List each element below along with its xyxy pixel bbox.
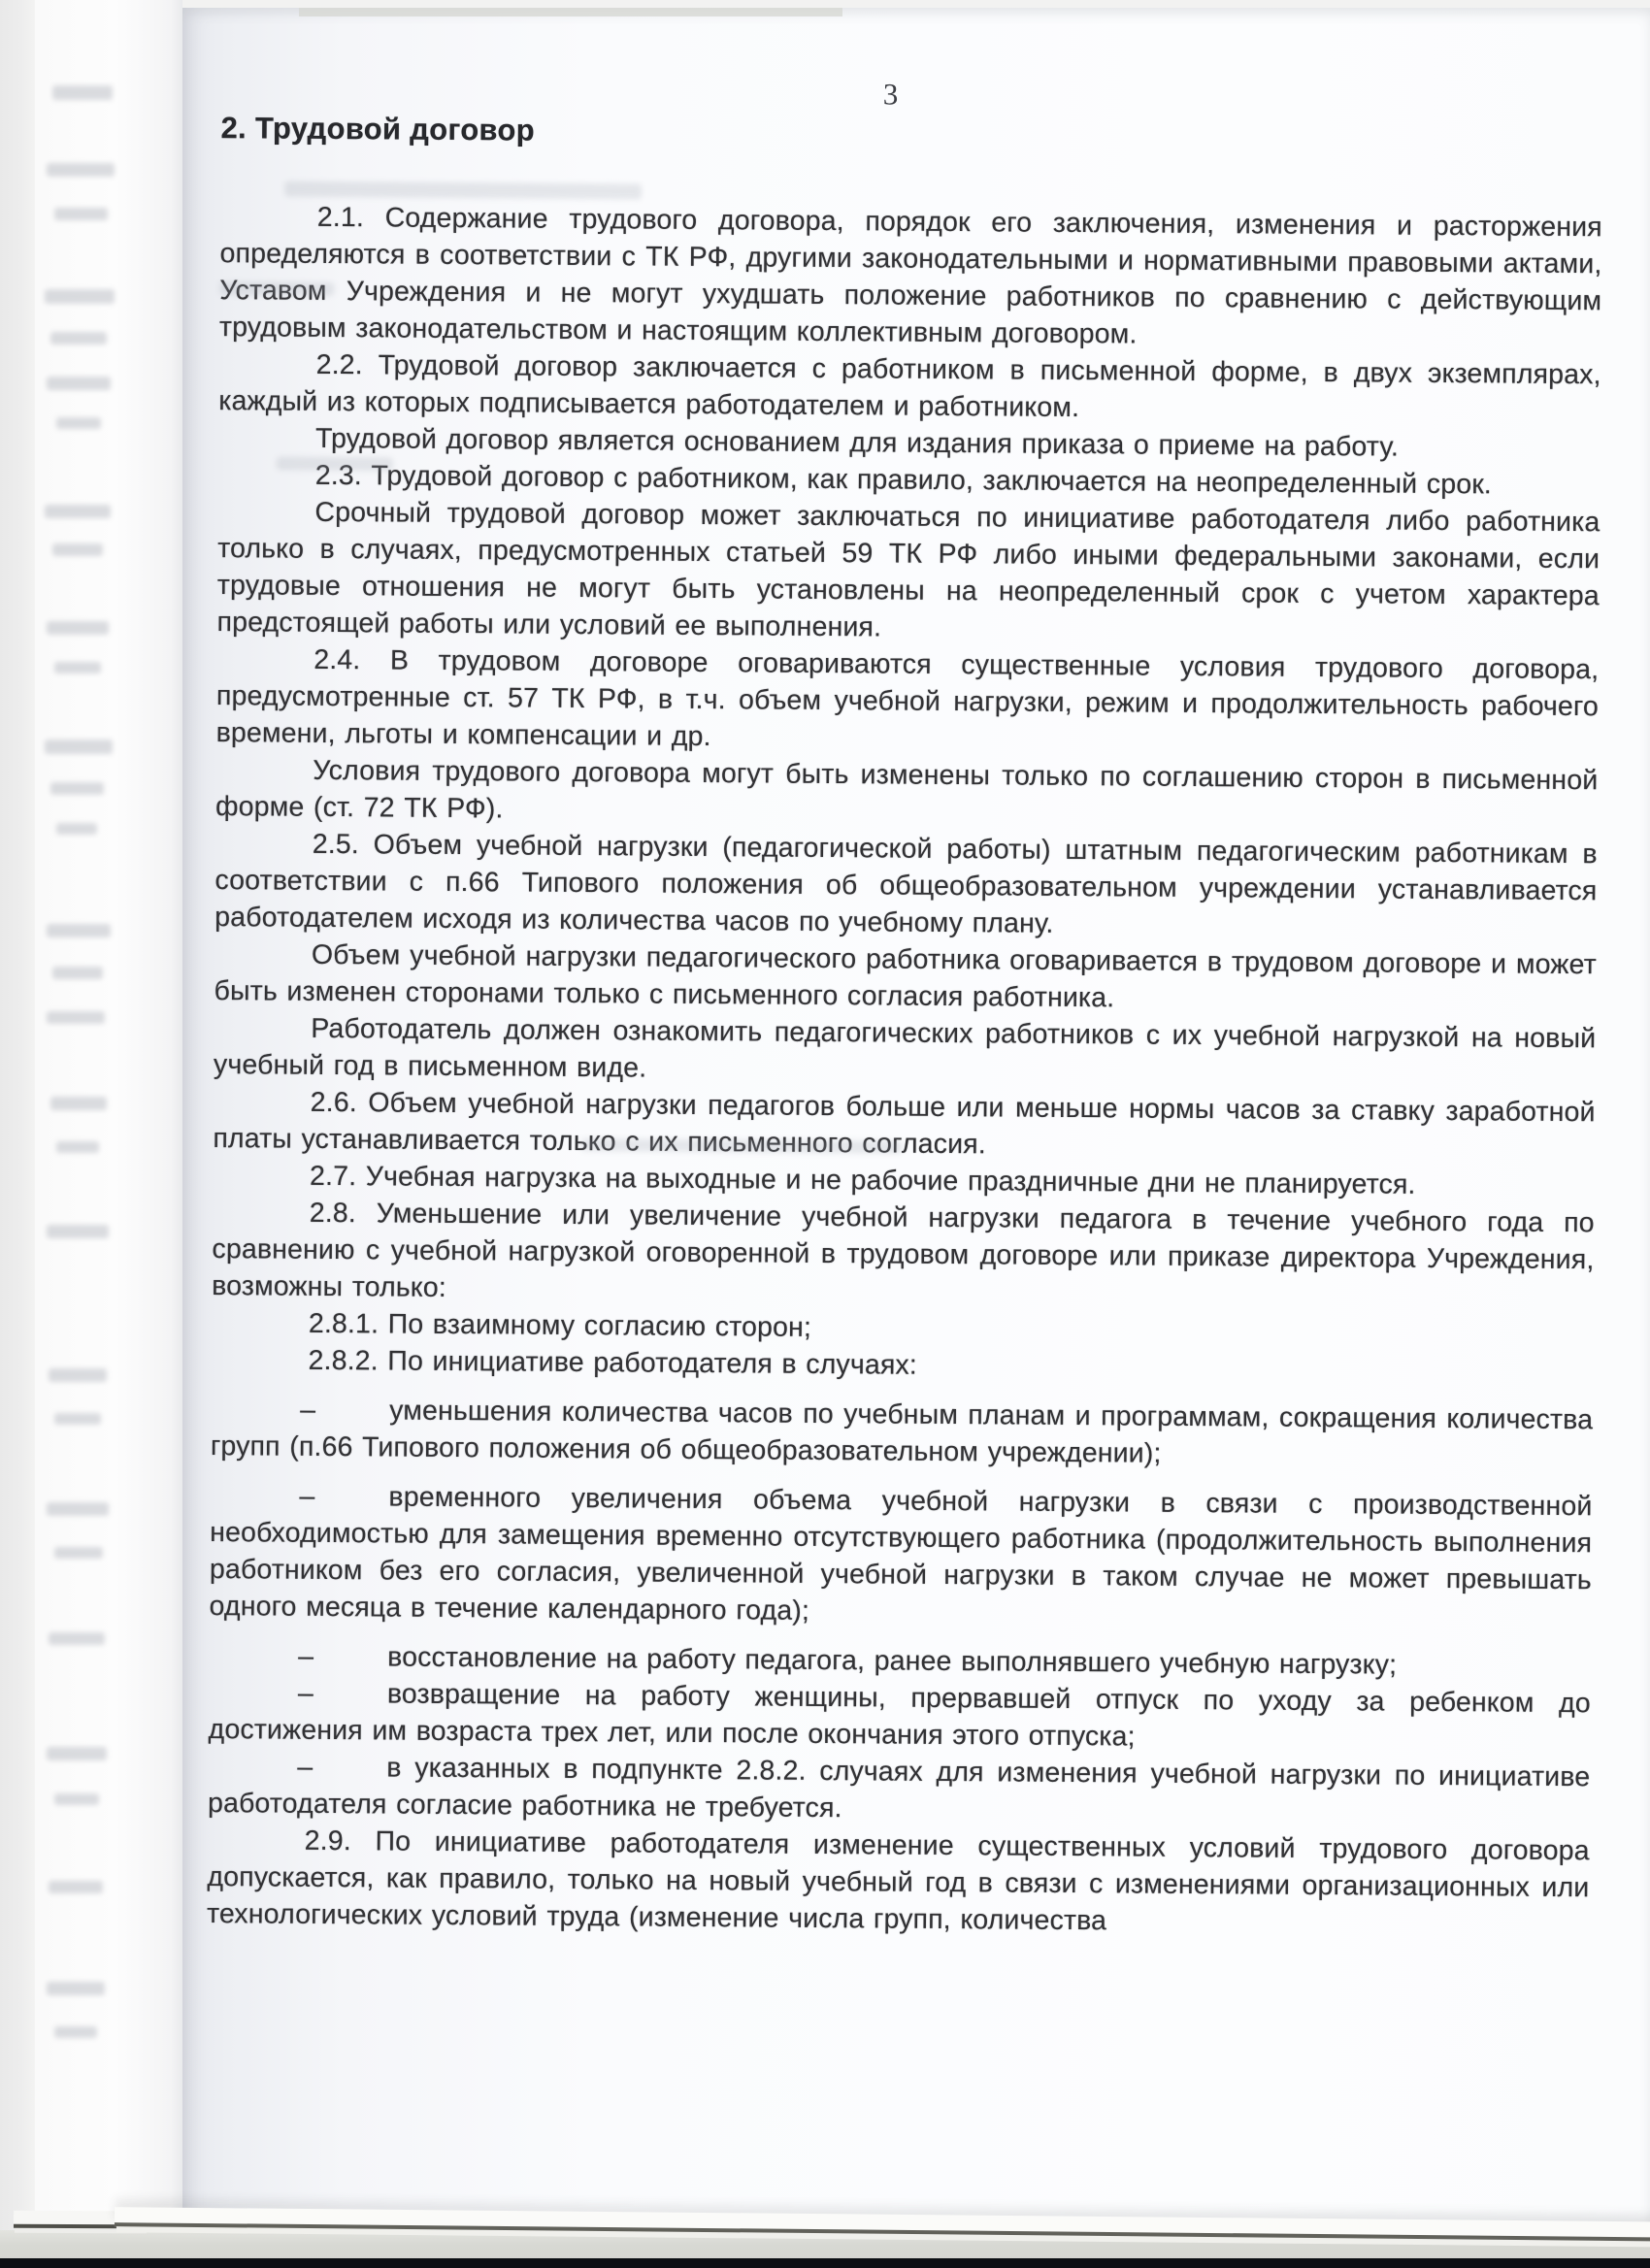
bleedthrough-mark (47, 163, 115, 177)
ghost-text-mark (219, 281, 334, 296)
document-paragraph: 2.8.1. По взаимному согласию сторон; (308, 1307, 812, 1343)
bleedthrough-mark (49, 1368, 107, 1382)
bleedthrough-mark (54, 662, 101, 674)
bleedthrough-mark (54, 1413, 101, 1425)
bleedthrough-mark (47, 1502, 109, 1516)
scanner-edge-strip (0, 0, 35, 2268)
bullet-paragraph (211, 1391, 1594, 1475)
bleedthrough-mark (56, 1141, 99, 1153)
bleedthrough-mark (47, 377, 111, 390)
bleedthrough-mark (45, 505, 111, 518)
bullet-paragraph (209, 1477, 1592, 1635)
bullet-paragraph (208, 1748, 1591, 1832)
document-body (207, 198, 1602, 1943)
bleedthrough-mark (49, 1881, 103, 1893)
document-paragraph: 2.9. По инициативе работодателя изменение существенных условий трудового договора допускается, как правило, только на новый учебный год в связи с изменениями организационных или технологических условий труда (изменение числа групп, количества (206, 1824, 1590, 1937)
dash-bullet-marker: – (300, 1394, 316, 1426)
bleedthrough-mark (47, 1225, 109, 1238)
ghost-text-mark (581, 1138, 902, 1154)
document-paragraph: Срочный трудовой договор может заключаться по инициативе работодателя либо работника только в случаях, предусмотренных статьей 59 ТК РФ либо иными федеральными законами, если трудовые отношения не могут быть установлены на неопределенный срок с учетом характера предстоящей работы или условий ее выполнения. (216, 496, 1600, 643)
document-paragraph: 2.4. В трудовом договоре оговариваются существенные условия трудового договора, предусмотренные ст. 57 ТК РФ, в т.ч. объем учебной нагрузки, режим и продолжительность рабочего времени, льготы и компенсации и др. (215, 643, 1600, 753)
bleedthrough-mark (54, 2026, 97, 2038)
dash-bullet-marker: – (297, 1751, 314, 1783)
document-paragraph: Объем учебной нагрузки педагогического работника оговаривается в трудовом договоре и может быть изменен сторонами только с письменного согласия работника. (214, 938, 1597, 1014)
section-heading: 2. Трудовой договор (220, 111, 536, 148)
bullet-text: временного увеличения объема учебной нагрузки в связи с производственной необходимостью для замещения временно отсутствующего работника (продолжительность выполнения работником без его согласия, увеличенной учебной нагрузки в таком случае не может превышать одного месяца в течение календарного года); (209, 1481, 1593, 1627)
document-page (182, 8, 1650, 2228)
bullet-text: в указанных в подпункте 2.8.2. случаях для изменения учебной нагрузки по инициативе работодателя согласие работника не требуется. (207, 1752, 1591, 1824)
ghost-text-mark (284, 181, 642, 200)
bleedthrough-mark (45, 289, 115, 304)
bleedthrough-mark (47, 1747, 107, 1760)
dash-bullet-marker: – (297, 1677, 314, 1709)
document-paragraph: Трудовой договор является основанием для издания приказа о приеме на работу. (314, 422, 1400, 463)
page-number: 3 (882, 77, 899, 112)
bleedthrough-mark (52, 85, 113, 100)
document-paragraph: 2.1. Содержание трудового договора, порядок его заключения, изменения и расторжения определяются в соответствии с ТК РФ, другими законодательными и нормативными правовыми актами, Уставом Учреждения и не могут ухудшать положение работников по сравнению с действующим трудовым законодательством и настоящим коллективным договором. (218, 201, 1602, 350)
bleedthrough-mark (56, 417, 101, 429)
bleedthrough-mark (45, 740, 113, 754)
bullet-text: восстановление на работу педагога, ранее выполнявшего учебную нагрузку; (387, 1641, 1398, 1681)
bleedthrough-mark (47, 1982, 105, 1995)
document-paragraph: 2.3. Трудовой договор с работником, как правило, заключается на неопределенный срок. (314, 459, 1493, 501)
bleedthrough-mark (47, 621, 109, 635)
document-paragraph: 2.2. Трудовой договор заключается с работником в письменной форме, в двух экземплярах, каждый из которых подписывается работодателем и работником. (218, 348, 1601, 424)
bleedthrough-mark (54, 1793, 99, 1805)
bullet-paragraph (208, 1674, 1591, 1759)
bullet-text: уменьшения количества часов по учебным планам и программам, сокращения количества групп (п.66 Типового положения об общеобразовательном учреждении); (210, 1395, 1594, 1469)
ghost-text-mark (277, 457, 393, 472)
bleedthrough-mark (50, 782, 104, 795)
bleedthrough-mark (54, 1547, 103, 1559)
document-paragraph: 2.8. Уменьшение или увеличение учебной нагрузки педагога в течение учебного года по сравнению с учебной нагрузкой оговоренной в трудовом договоре или приказе директора Учреждения, возможны только: (212, 1197, 1595, 1303)
document-paragraph: 2.6. Объем учебной нагрузки педагогов больше или меньше нормы часов за ставку заработной платы устанавливается только с их письменного согласия. (213, 1086, 1596, 1161)
bullet-text: возвращение на работу женщины, прервавшей отпуск по уходу за ребенком до достижения им возраста трех лет, или после окончания этого отпуска; (208, 1678, 1591, 1753)
scan-bottom-bar (0, 2258, 1650, 2268)
bleedthrough-mark (54, 208, 108, 220)
document-paragraph: 2.7. Учебная нагрузка на выходные и не рабочие праздничные дни не планируется. (309, 1160, 1416, 1200)
bleedthrough-mark (50, 1097, 107, 1110)
bleedthrough-mark (50, 332, 107, 345)
page-gutter-margin (35, 0, 182, 2268)
bleedthrough-mark (47, 924, 111, 937)
dash-bullet-marker: – (299, 1480, 315, 1512)
bleedthrough-mark (47, 1011, 105, 1024)
bleedthrough-mark (49, 1632, 105, 1645)
document-paragraph: 2.5. Объем учебной нагрузки (педагогической работы) штатным педагогическим работникам в соответствии с п.66 Типового положения об общеобразовательном учреждении устанавливается работодателем исходя из количества часов по учебному плану. (214, 828, 1598, 939)
page-top-edge (299, 8, 842, 16)
bleedthrough-mark (56, 823, 97, 835)
dash-bullet-marker: – (298, 1640, 314, 1672)
document-paragraph: 2.8.2. По инициативе работодателя в случаях: (308, 1344, 918, 1381)
document-paragraph: Работодатель должен ознакомить педагогических работников с их учебной нагрузкой на новый учебный год в письменном виде. (213, 1012, 1597, 1084)
bleedthrough-mark (52, 967, 103, 979)
bleedthrough-mark (52, 543, 103, 556)
document-paragraph: Условия трудового договора могут быть изменены только по соглашению сторон в письменной форме (ст. 72 ТК РФ). (214, 754, 1599, 825)
